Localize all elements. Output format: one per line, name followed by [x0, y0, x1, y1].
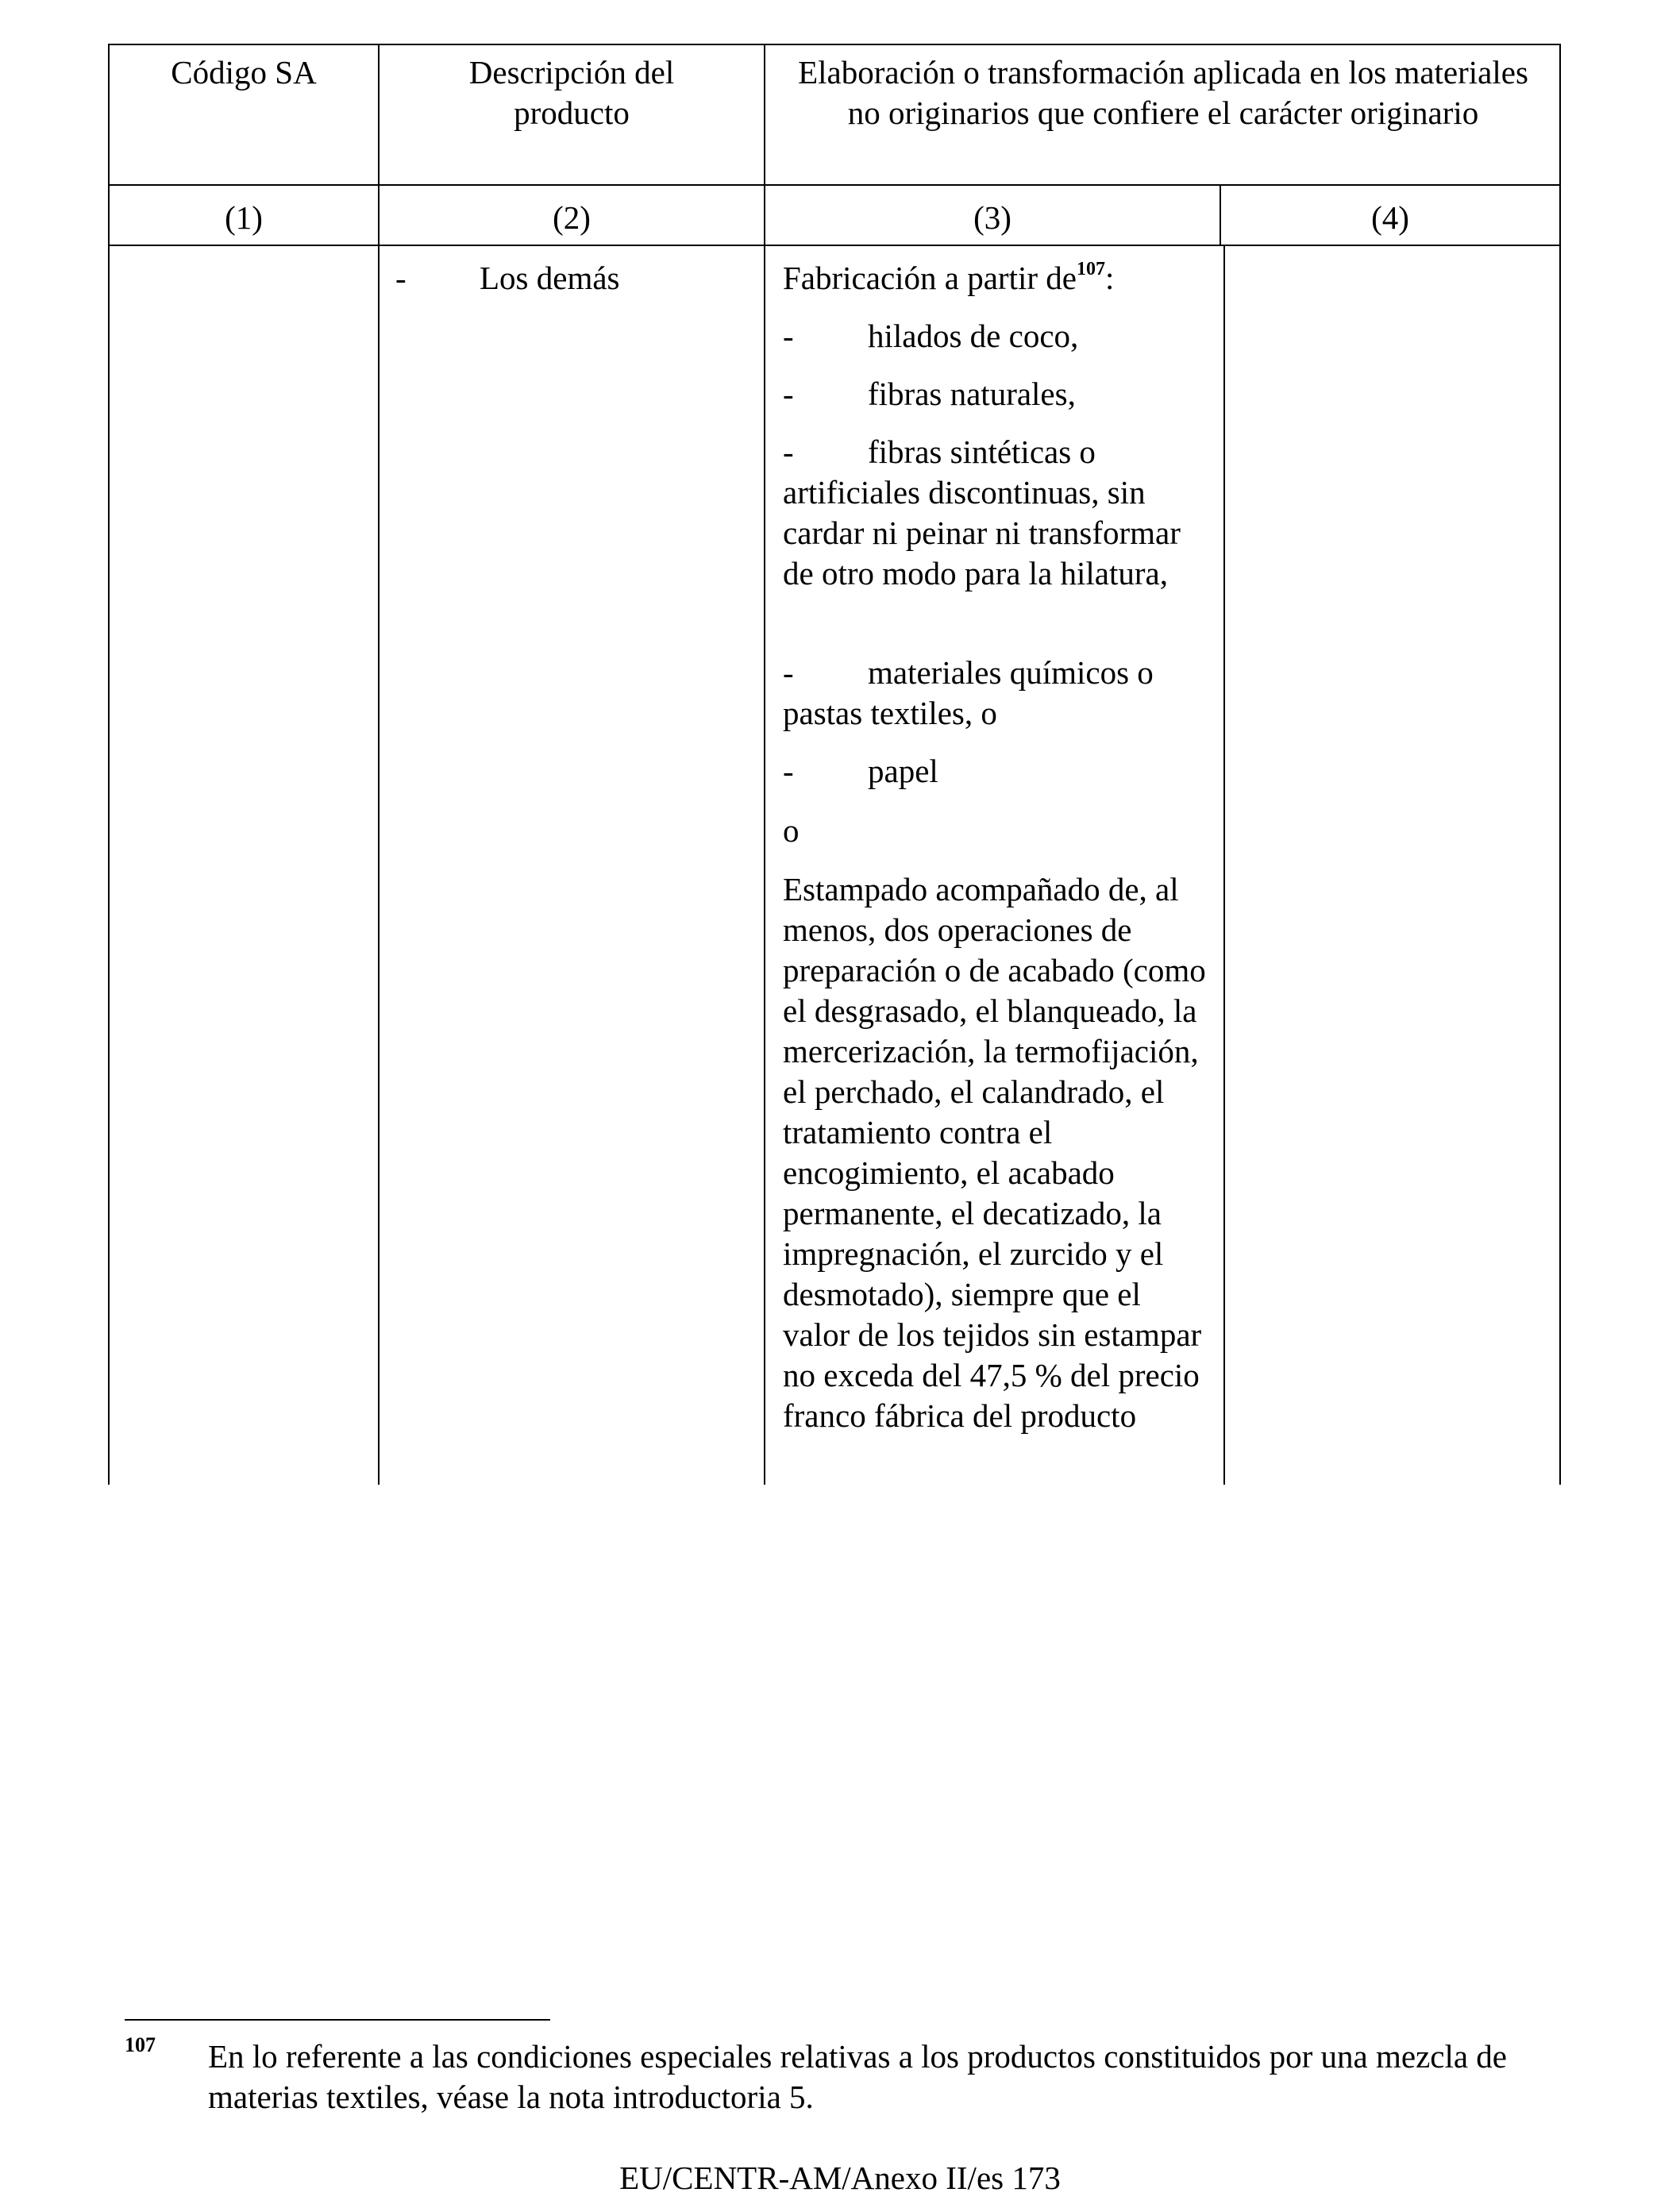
list-item [783, 751, 1227, 792]
col1-col2-divider [378, 44, 380, 1485]
description-dash: - [395, 260, 407, 296]
header-product-description-label: Descripción del producto [468, 54, 675, 131]
list-item [783, 432, 1196, 594]
column-number-2: (2) [553, 199, 591, 236]
page-footer: EU/CENTR-AM/Anexo II/es 173 [619, 2160, 1061, 2196]
list-item-dash: - [783, 753, 794, 789]
processing-intro-colon: : [1104, 260, 1115, 296]
column-number-3: (3) [973, 199, 1011, 236]
product-description: Los demás [480, 260, 620, 296]
list-item-dash: - [783, 318, 794, 354]
list-item [783, 316, 1227, 356]
processing-intro [783, 258, 1227, 299]
header-product-description [413, 52, 730, 133]
col3-col4-divider-lower [1223, 245, 1225, 1485]
list-item-dash: - [783, 433, 794, 470]
header-hs-code-label: Código SA [171, 54, 317, 91]
list-item-dash: - [783, 376, 794, 412]
list-item-dash: - [783, 654, 794, 691]
list-item-text: hilados de coco, [868, 318, 1079, 354]
table-right-border [1559, 44, 1561, 1485]
column-number-1: (1) [225, 199, 263, 236]
processing-intro-text: Fabricación a partir de [783, 260, 1077, 296]
footnote-text: En lo referente a las condiciones especiales relativas a los productos constituidos por una mezcla de materias textiles, véase la nota introductoria 5. [208, 2038, 1507, 2115]
list-item-text: fibras sintéticas o artificiales discontinuas, sin cardar ni peinar ni transformar de otro modo para la hilatura, [783, 433, 1181, 591]
col2-col3-divider [764, 44, 765, 1485]
processing-alternative: Estampado acompañado de, al menos, dos operaciones de preparación o de acabado (como el desgrasado, el blanqueado, la mercerización, la termofijación, el perchado, el calandrado, el tratamiento contra el encogimiento, el acabado permanente, el decatizado, la impregnación, el zurcido y el desmotado), siempre que el valor de los tejidos sin estampar no exceda del 47,5 % del precio franco fábrica del producto [783, 871, 1206, 1434]
footnote-separator [125, 2019, 550, 2021]
table-left-border [108, 44, 110, 1485]
list-item [783, 653, 1196, 734]
header-processing-label: Elaboración o transformación aplicada en los materiales no originarios que confiere el carácter originario [798, 54, 1528, 131]
footnote-reference: 107 [1076, 259, 1105, 279]
table-top-border [108, 44, 1561, 45]
header-processing [794, 52, 1532, 133]
list-item-text: materiales químicos o pastas textiles, o [783, 654, 1154, 731]
list-item-text: papel [868, 753, 938, 789]
header-hs-code [110, 52, 378, 93]
column-number-4: (4) [1371, 199, 1409, 236]
list-item [783, 374, 1227, 414]
list-item-text: fibras naturales, [868, 376, 1076, 412]
column-numbers-bottom-border [108, 245, 1561, 246]
header-bottom-border [108, 184, 1561, 186]
footnote-number: 107 [125, 2033, 156, 2056]
processing-conjunction: o [783, 812, 800, 849]
